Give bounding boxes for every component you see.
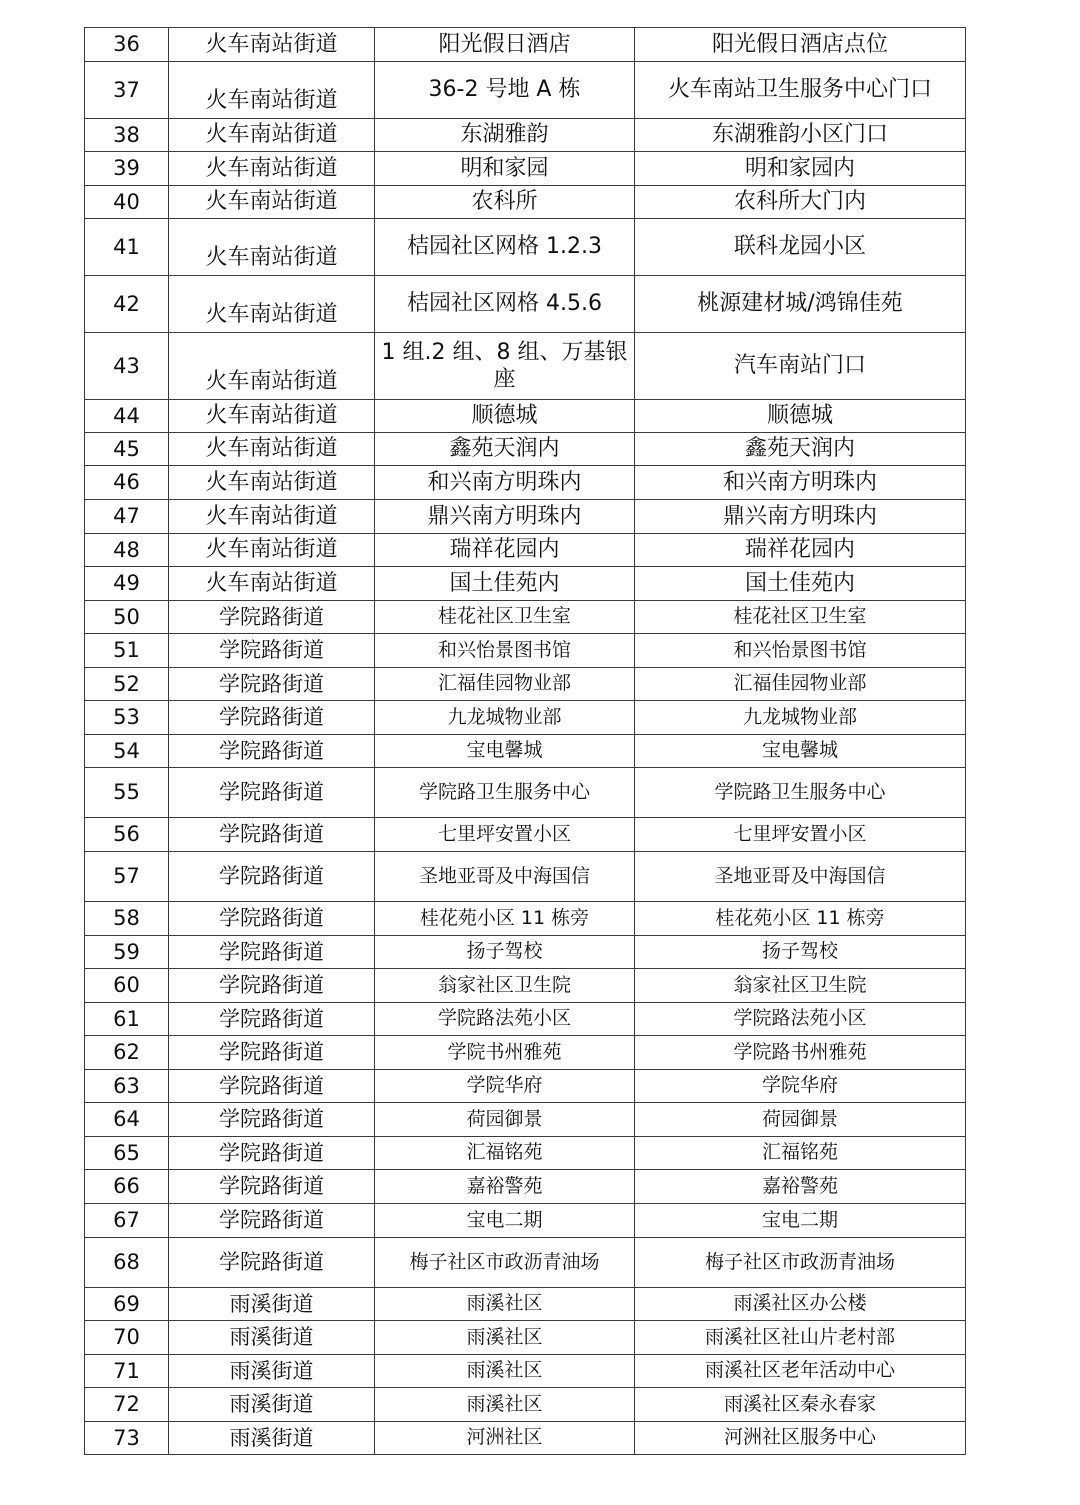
street-cell: 火车南站街道 [169,534,375,567]
table-body [85,28,966,1455]
table-row [85,534,966,567]
area-cell: 翁家社区卫生院 [375,969,635,1003]
street-cell: 学院路街道 [169,1238,375,1288]
row-number-cell: 56 [85,818,169,852]
site-point-cell: 七里坪安置小区 [635,818,966,852]
area-cell: 圣地亚哥及中海国信 [375,852,635,902]
table-row [85,1003,966,1036]
area-cell: 和兴怡景图书馆 [375,634,635,668]
street-cell: 学院路街道 [169,701,375,735]
row-number-cell: 62 [85,1036,169,1070]
area-cell: 鼎兴南方明珠内 [375,500,635,534]
row-number-cell: 43 [85,333,169,400]
table-row [85,1204,966,1238]
site-point-cell: 桃源建材城/鸿锦佳苑 [635,276,966,333]
street-cell: 雨溪街道 [169,1422,375,1455]
table-row [85,1036,966,1070]
site-point-cell: 学院路卫生服务中心 [635,768,966,818]
row-number-cell: 65 [85,1137,169,1170]
row-number-cell: 40 [85,186,169,219]
table-row [85,1422,966,1455]
area-cell: 桂花苑小区 11 栋旁 [375,902,635,936]
area-cell: 雨溪社区 [375,1388,635,1422]
street-cell: 火车南站街道 [169,433,375,466]
table-row [85,1170,966,1204]
row-number-cell: 50 [85,601,169,634]
row-number-cell: 44 [85,400,169,433]
street-cell: 学院路街道 [169,768,375,818]
area-cell: 河洲社区 [375,1422,635,1455]
table-row [85,28,966,62]
street-cell: 雨溪街道 [169,1388,375,1422]
site-point-cell: 联科龙园小区 [635,219,966,276]
area-cell: 学院路法苑小区 [375,1003,635,1036]
row-number-cell: 70 [85,1321,169,1355]
site-point-cell: 顺德城 [635,400,966,433]
row-number-cell: 41 [85,219,169,276]
street-cell: 学院路街道 [169,1103,375,1137]
row-number-cell: 48 [85,534,169,567]
site-point-cell: 扬子驾校 [635,936,966,969]
site-point-cell: 学院路法苑小区 [635,1003,966,1036]
area-cell: 桔园社区网格 4.5.6 [375,276,635,333]
area-cell: 扬子驾校 [375,936,635,969]
street-cell: 火车南站街道 [169,567,375,601]
table-row [85,219,966,276]
area-cell: 鑫苑天润内 [375,433,635,466]
row-number-cell: 42 [85,276,169,333]
table-row [85,276,966,333]
site-point-cell: 鼎兴南方明珠内 [635,500,966,534]
street-cell: 火车南站街道 [169,186,375,219]
site-point-cell: 汇福铭苑 [635,1137,966,1170]
row-number-cell: 47 [85,500,169,534]
area-cell: 学院华府 [375,1070,635,1103]
row-number-cell: 39 [85,152,169,186]
row-number-cell: 63 [85,1070,169,1103]
street-cell: 雨溪街道 [169,1288,375,1321]
street-cell: 火车南站街道 [169,119,375,152]
table-row [85,333,966,400]
street-cell: 学院路街道 [169,1070,375,1103]
site-point-cell: 桂花社区卫生室 [635,601,966,634]
site-point-cell: 鑫苑天润内 [635,433,966,466]
row-number-cell: 61 [85,1003,169,1036]
area-cell: 宝电二期 [375,1204,635,1238]
table-row [85,500,966,534]
street-cell: 学院路街道 [169,601,375,634]
street-cell: 学院路街道 [169,668,375,701]
site-point-cell: 宝电二期 [635,1204,966,1238]
vaccination-sites-table [84,27,966,1455]
row-number-cell: 64 [85,1103,169,1137]
street-cell: 火车南站街道 [169,62,375,119]
table-row [85,902,966,936]
area-cell: 雨溪社区 [375,1288,635,1321]
table-row [85,969,966,1003]
site-point-cell: 学院华府 [635,1070,966,1103]
table-row [85,668,966,701]
row-number-cell: 68 [85,1238,169,1288]
table-row [85,852,966,902]
street-cell: 火车南站街道 [169,400,375,433]
row-number-cell: 46 [85,466,169,500]
site-point-cell: 桂花苑小区 11 栋旁 [635,902,966,936]
site-point-cell: 汇福佳园物业部 [635,668,966,701]
site-point-cell: 河洲社区服务中心 [635,1422,966,1455]
site-point-cell: 雨溪社区社山片老村部 [635,1321,966,1355]
row-number-cell: 54 [85,735,169,768]
street-cell: 学院路街道 [169,969,375,1003]
street-cell: 学院路街道 [169,818,375,852]
table-row [85,1103,966,1137]
street-cell: 学院路街道 [169,1204,375,1238]
site-point-cell: 嘉裕警苑 [635,1170,966,1204]
street-cell: 火车南站街道 [169,276,375,333]
street-cell: 火车南站街道 [169,28,375,62]
site-point-cell: 圣地亚哥及中海国信 [635,852,966,902]
street-cell: 学院路街道 [169,902,375,936]
area-cell: 汇福佳园物业部 [375,668,635,701]
street-cell: 学院路街道 [169,1170,375,1204]
area-cell: 顺德城 [375,400,635,433]
area-cell: 梅子社区市政沥青油场 [375,1238,635,1288]
table-row [85,1238,966,1288]
street-cell: 学院路街道 [169,634,375,668]
site-point-cell: 雨溪社区办公楼 [635,1288,966,1321]
area-cell: 明和家园 [375,152,635,186]
row-number-cell: 67 [85,1204,169,1238]
area-cell: 国土佳苑内 [375,567,635,601]
area-cell: 九龙城物业部 [375,701,635,735]
area-cell: 瑞祥花园内 [375,534,635,567]
area-cell: 36-2 号地 A 栋 [375,62,635,119]
site-point-cell: 翁家社区卫生院 [635,969,966,1003]
table-row [85,466,966,500]
row-number-cell: 72 [85,1388,169,1422]
table-row [85,567,966,601]
area-cell: 学院路卫生服务中心 [375,768,635,818]
row-number-cell: 38 [85,119,169,152]
table-row [85,119,966,152]
area-cell: 宝电馨城 [375,735,635,768]
table-row [85,152,966,186]
street-cell: 学院路街道 [169,1137,375,1170]
street-cell: 雨溪街道 [169,1321,375,1355]
row-number-cell: 52 [85,668,169,701]
table-row [85,701,966,735]
site-point-cell: 和兴南方明珠内 [635,466,966,500]
site-point-cell: 九龙城物业部 [635,701,966,735]
row-number-cell: 45 [85,433,169,466]
site-point-cell: 荷园御景 [635,1103,966,1137]
table-row [85,768,966,818]
area-cell: 汇福铭苑 [375,1137,635,1170]
table-row [85,601,966,634]
area-cell: 雨溪社区 [375,1321,635,1355]
site-point-cell: 东湖雅韵小区门口 [635,119,966,152]
row-number-cell: 69 [85,1288,169,1321]
street-cell: 雨溪街道 [169,1355,375,1388]
table-row [85,936,966,969]
site-point-cell: 火车南站卫生服务中心门口 [635,62,966,119]
area-cell: 桂花社区卫生室 [375,601,635,634]
street-cell: 火车南站街道 [169,500,375,534]
table-row [85,433,966,466]
table-row [85,1355,966,1388]
site-point-cell: 国土佳苑内 [635,567,966,601]
area-cell: 雨溪社区 [375,1355,635,1388]
site-point-cell: 雨溪社区秦永春家 [635,1388,966,1422]
area-cell: 荷园御景 [375,1103,635,1137]
area-cell: 七里坪安置小区 [375,818,635,852]
site-point-cell: 明和家园内 [635,152,966,186]
table-row [85,818,966,852]
row-number-cell: 57 [85,852,169,902]
site-point-cell: 和兴怡景图书馆 [635,634,966,668]
street-cell: 学院路街道 [169,852,375,902]
area-cell: 嘉裕警苑 [375,1170,635,1204]
table-row [85,1288,966,1321]
row-number-cell: 55 [85,768,169,818]
table-row [85,1070,966,1103]
area-cell: 农科所 [375,186,635,219]
street-cell: 火车南站街道 [169,152,375,186]
area-cell: 阳光假日酒店 [375,28,635,62]
street-cell: 学院路街道 [169,1003,375,1036]
row-number-cell: 49 [85,567,169,601]
area-cell: 桔园社区网格 1.2.3 [375,219,635,276]
site-point-cell: 阳光假日酒店点位 [635,28,966,62]
area-cell: 和兴南方明珠内 [375,466,635,500]
area-cell: 东湖雅韵 [375,119,635,152]
site-point-cell: 学院路书州雅苑 [635,1036,966,1070]
area-cell: 1 组.2 组、8 组、万基银座 [375,333,635,400]
table-row [85,186,966,219]
street-cell: 学院路街道 [169,1036,375,1070]
street-cell: 火车南站街道 [169,466,375,500]
site-point-cell: 宝电馨城 [635,735,966,768]
site-point-cell: 瑞祥花园内 [635,534,966,567]
row-number-cell: 73 [85,1422,169,1455]
row-number-cell: 36 [85,28,169,62]
row-number-cell: 66 [85,1170,169,1204]
row-number-cell: 59 [85,936,169,969]
area-cell: 学院书州雅苑 [375,1036,635,1070]
street-cell: 火车南站街道 [169,333,375,400]
table-row [85,62,966,119]
table-row [85,1137,966,1170]
table-row [85,634,966,668]
table-row [85,735,966,768]
site-point-cell: 梅子社区市政沥青油场 [635,1238,966,1288]
row-number-cell: 71 [85,1355,169,1388]
street-cell: 学院路街道 [169,936,375,969]
site-point-cell: 汽车南站门口 [635,333,966,400]
table-row [85,1321,966,1355]
table-row [85,400,966,433]
street-cell: 学院路街道 [169,735,375,768]
row-number-cell: 60 [85,969,169,1003]
site-point-cell: 雨溪社区老年活动中心 [635,1355,966,1388]
site-point-cell: 农科所大门内 [635,186,966,219]
table-row [85,1388,966,1422]
row-number-cell: 51 [85,634,169,668]
street-cell: 火车南站街道 [169,219,375,276]
row-number-cell: 37 [85,62,169,119]
row-number-cell: 53 [85,701,169,735]
row-number-cell: 58 [85,902,169,936]
